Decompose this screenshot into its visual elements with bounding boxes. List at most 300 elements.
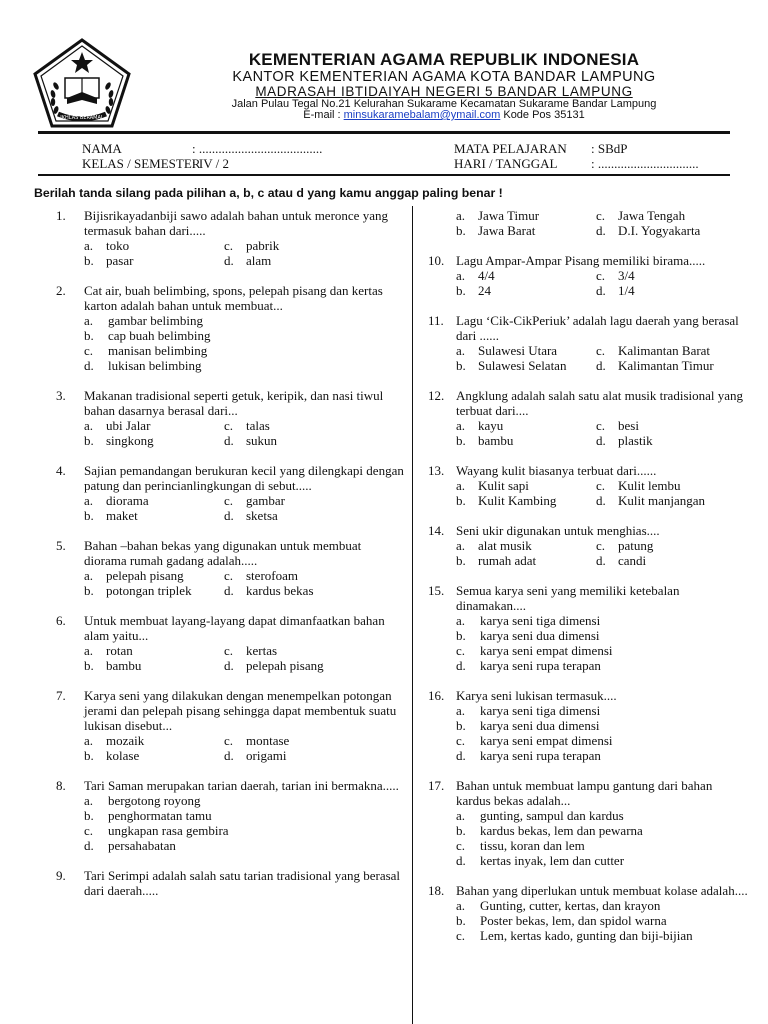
question-text: Semua karya seni yang memiliki ketebalan dinamakan....	[456, 583, 680, 613]
option-text: gambar	[246, 493, 285, 508]
answer-option[interactable]	[84, 583, 224, 598]
option-letter: a.	[456, 208, 466, 223]
option-letter: d.	[84, 838, 94, 853]
question-text: Bahan untuk membuat lampu gantung dari bahan kardus bekas adalah...	[456, 778, 713, 808]
school-address: Jalan Pulau Tegal No.21 Kelurahan Sukarame Kecamatan Sukarame Bandar Lampung	[231, 98, 657, 110]
option-letter: b.	[84, 808, 94, 823]
option-letter: d.	[596, 283, 606, 298]
answer-option[interactable]	[456, 658, 748, 673]
answer-option[interactable]	[456, 718, 748, 733]
option-letter: a.	[84, 568, 94, 583]
answer-option[interactable]	[456, 913, 748, 928]
option-letter: b.	[84, 748, 94, 763]
option-text: pasar	[106, 253, 134, 268]
option-letter: a.	[84, 313, 94, 328]
option-letter: c.	[596, 208, 606, 223]
question-number: 1.	[56, 208, 66, 223]
answer-option[interactable]	[456, 283, 596, 298]
option-letter: b.	[456, 628, 466, 643]
answer-option[interactable]	[456, 733, 748, 748]
answer-option[interactable]	[596, 538, 748, 553]
option-text: Poster bekas, lem, dan spidol warna	[480, 913, 667, 928]
option-text: mozaik	[106, 733, 145, 748]
answer-option[interactable]	[84, 493, 224, 508]
option-letter: c.	[84, 823, 94, 838]
question-item	[428, 463, 748, 508]
option-letter: d.	[224, 253, 234, 268]
option-text: Jawa Barat	[478, 223, 536, 238]
answer-option[interactable]	[456, 928, 748, 943]
question-number: 12.	[428, 388, 445, 403]
option-letter: b.	[84, 253, 94, 268]
option-letter: c.	[224, 493, 234, 508]
option-text: Sulawesi Utara	[478, 343, 558, 358]
option-text: 24	[478, 283, 491, 298]
question-number: 16.	[428, 688, 445, 703]
answer-option[interactable]	[84, 313, 406, 328]
option-text: D.I. Yogyakarta	[618, 223, 701, 238]
option-text: Jawa Tengah	[618, 208, 686, 223]
question-number: 14.	[428, 523, 445, 538]
question-number: 6.	[56, 613, 66, 628]
option-letter: a.	[456, 538, 466, 553]
option-letter: c.	[596, 418, 606, 433]
option-letter: b.	[456, 223, 466, 238]
answer-options	[84, 313, 406, 373]
option-text: bambu	[106, 658, 142, 673]
answer-option[interactable]	[456, 268, 596, 283]
option-letter: b.	[456, 823, 466, 838]
office-title: KANTOR KEMENTERIAN AGAMA KOTA BANDAR LAMPUNG	[232, 69, 656, 85]
option-text: rotan	[106, 643, 133, 658]
answer-option[interactable]	[596, 553, 748, 568]
option-letter: d.	[456, 748, 466, 763]
question-item	[56, 868, 406, 898]
answer-option[interactable]	[456, 823, 748, 838]
answer-option[interactable]	[456, 358, 596, 373]
answer-options	[84, 568, 406, 598]
answer-options	[456, 208, 748, 238]
option-letter: a.	[456, 898, 466, 913]
answer-option[interactable]	[224, 583, 406, 598]
question-number: 2.	[56, 283, 66, 298]
answer-option[interactable]	[84, 343, 406, 358]
option-text: candi	[618, 553, 647, 568]
answer-option[interactable]	[84, 808, 406, 823]
option-text: montase	[246, 733, 290, 748]
option-letter: b.	[456, 553, 466, 568]
question-text: Karya seni yang dilakukan dengan menempelkan potongan jerami dan pelepah pisang sehingga dapat membentuk suatu lukisan disebut...	[84, 688, 397, 733]
answer-option[interactable]	[224, 748, 406, 763]
option-text: alam	[246, 253, 272, 268]
answer-option[interactable]	[84, 658, 224, 673]
option-text: singkong	[106, 433, 154, 448]
answer-option[interactable]	[456, 808, 748, 823]
answer-option[interactable]	[84, 358, 406, 373]
question-text: Seni ukir digunakan untuk menghias....	[456, 523, 660, 538]
question-text: Karya seni lukisan termasuk....	[456, 688, 617, 703]
option-letter: b.	[84, 433, 94, 448]
column-divider	[412, 206, 413, 1024]
question-item	[428, 523, 748, 568]
question-number: 11.	[428, 313, 444, 328]
option-text: 4/4	[478, 268, 495, 283]
question-item	[428, 883, 748, 943]
option-letter: a.	[456, 418, 466, 433]
option-text: 3/4	[618, 268, 635, 283]
option-text: potongan triplek	[106, 583, 192, 598]
question-item	[56, 688, 406, 763]
student-name-field[interactable]: : ......................................	[192, 141, 323, 156]
question-number: 13.	[428, 463, 445, 478]
option-letter: a.	[456, 808, 466, 823]
answer-option[interactable]	[596, 493, 748, 508]
option-text: karya seni tiga dimensi	[480, 703, 601, 718]
option-text: maket	[106, 508, 138, 523]
answer-options	[84, 238, 406, 268]
option-text: Kalimantan Timur	[618, 358, 714, 373]
answer-options	[456, 703, 748, 763]
day-date-row: HARI / TANGGAL : ...............................	[454, 156, 699, 171]
answer-options	[456, 418, 748, 448]
question-number: 5.	[56, 538, 66, 553]
option-letter: c.	[456, 733, 466, 748]
answer-option[interactable]	[84, 418, 224, 433]
option-letter: c.	[224, 568, 234, 583]
option-text: lukisan belimbing	[108, 358, 202, 373]
question-text: Untuk membuat layang-layang dapat dimanfaatkan bahan alam yaitu...	[84, 613, 385, 643]
answer-options	[456, 538, 748, 568]
option-text: karya seni rupa terapan	[480, 748, 601, 763]
answer-option[interactable]	[224, 508, 406, 523]
question-text: Angklung adalah salah satu alat musik tradisional yang terbuat dari....	[456, 388, 744, 418]
option-letter: d.	[224, 433, 234, 448]
option-text: Lem, kertas kado, gunting dan biji-bijian	[480, 928, 693, 943]
option-text: 1/4	[618, 283, 635, 298]
option-text: bergotong royong	[108, 793, 201, 808]
answer-option[interactable]	[84, 433, 224, 448]
option-letter: c.	[596, 343, 606, 358]
answer-option[interactable]	[84, 823, 406, 838]
answer-option[interactable]	[84, 643, 224, 658]
option-letter: c.	[456, 838, 466, 853]
answer-option[interactable]	[84, 733, 224, 748]
question-number: 8.	[56, 778, 66, 793]
question-number: 18.	[428, 883, 445, 898]
answer-option[interactable]	[456, 838, 748, 853]
option-letter: a.	[456, 478, 466, 493]
answer-option[interactable]	[596, 418, 748, 433]
question-number: 10.	[428, 253, 445, 268]
option-text: toko	[106, 238, 130, 253]
question-text: Lagu Ampar-Ampar Pisang memiliki birama.....	[456, 253, 706, 268]
answer-option[interactable]	[456, 538, 596, 553]
option-text: origami	[246, 748, 287, 763]
option-text: rumah adat	[478, 553, 537, 568]
question-item	[56, 538, 406, 598]
option-text: bambu	[478, 433, 514, 448]
answer-option[interactable]	[456, 703, 748, 718]
option-text: sterofoam	[246, 568, 298, 583]
question-text: Lagu ‘Cik-CikPeriuk’ adalah lagu daerah yang berasal dari ......	[456, 313, 739, 343]
answer-options	[456, 898, 748, 943]
answer-option[interactable]	[456, 478, 596, 493]
option-text: besi	[618, 418, 639, 433]
option-text: karya seni rupa terapan	[480, 658, 601, 673]
answer-option[interactable]	[84, 793, 406, 808]
answer-option[interactable]	[224, 568, 406, 583]
option-text: plastik	[618, 433, 653, 448]
option-letter: d.	[456, 853, 466, 868]
option-letter: a.	[456, 268, 466, 283]
option-letter: c.	[224, 238, 234, 253]
answer-option[interactable]	[224, 238, 406, 253]
answer-option[interactable]	[224, 493, 406, 508]
option-text: Jawa Timur	[478, 208, 540, 223]
option-letter: b.	[84, 583, 94, 598]
answer-options	[84, 643, 406, 673]
option-text: sketsa	[246, 508, 278, 523]
option-text: alat musik	[478, 538, 532, 553]
option-text: karya seni empat dimensi	[480, 733, 613, 748]
answer-option[interactable]	[84, 748, 224, 763]
option-text: pelepah pisang	[246, 658, 324, 673]
question-text: Cat air, buah belimbing, spons, pelepah pisang dan kertas karton adalah bahan untuk membuat...	[84, 283, 383, 313]
option-letter: a.	[456, 343, 466, 358]
answer-option[interactable]	[596, 358, 748, 373]
question-number: 7.	[56, 688, 66, 703]
option-letter: a.	[84, 733, 94, 748]
option-text: Kulit sapi	[478, 478, 529, 493]
option-letter: d.	[596, 493, 606, 508]
option-text: diorama	[106, 493, 149, 508]
option-letter: d.	[84, 358, 94, 373]
option-letter: c.	[596, 478, 606, 493]
option-text: Gunting, cutter, kertas, dan krayon	[480, 898, 661, 913]
option-letter: d.	[596, 358, 606, 373]
question-item	[56, 283, 406, 373]
question-item	[56, 778, 406, 853]
option-text: sukun	[246, 433, 278, 448]
option-text: Kulit Kambing	[478, 493, 557, 508]
answer-option[interactable]	[456, 613, 748, 628]
answer-option[interactable]	[224, 418, 406, 433]
option-text: kolase	[106, 748, 140, 763]
question-text: Wayang kulit biasanya terbuat dari......	[456, 463, 657, 478]
option-letter: d.	[224, 748, 234, 763]
option-letter: a.	[84, 643, 94, 658]
question-item	[56, 463, 406, 523]
option-letter: d.	[596, 553, 606, 568]
answer-option[interactable]	[224, 643, 406, 658]
option-letter: a.	[84, 793, 94, 808]
answer-option[interactable]	[456, 433, 596, 448]
option-letter: b.	[456, 358, 466, 373]
option-letter: a.	[456, 613, 466, 628]
question-text: Bahan –bahan bekas yang digunakan untuk membuat diorama rumah gadang adalah.....	[84, 538, 362, 568]
answer-option[interactable]	[224, 658, 406, 673]
questions-right-column	[428, 208, 748, 958]
option-letter: c.	[596, 268, 606, 283]
option-letter: b.	[84, 658, 94, 673]
option-text: karya seni tiga dimensi	[480, 613, 601, 628]
question-number: 15.	[428, 583, 445, 598]
option-letter: c.	[224, 418, 234, 433]
instruction-text: Berilah tanda silang pada pilihan a, b, c atau d yang kamu anggap paling benar !	[34, 186, 503, 200]
answer-option[interactable]	[456, 553, 596, 568]
option-text: manisan belimbing	[108, 343, 208, 358]
answer-option[interactable]	[596, 478, 748, 493]
option-text: gunting, sampul dan kardus	[480, 808, 624, 823]
ministry-title: KEMENTERIAN AGAMA REPUBLIK INDONESIA	[248, 50, 640, 69]
option-text: Sulawesi Selatan	[478, 358, 567, 373]
option-text: Kulit manjangan	[618, 493, 706, 508]
question-text: Sajian pemandangan berukuran kecil yang dilengkapi dengan patung dan perincianlingkungan di sebut.....	[84, 463, 404, 493]
answer-option[interactable]	[224, 433, 406, 448]
question-number: 17.	[428, 778, 445, 793]
header-rule	[38, 131, 730, 134]
option-letter: c.	[456, 928, 466, 943]
question-text: Bijisrikayadanbiji sawo adalah bahan untuk meronce yang termasuk bahan dari.....	[84, 208, 388, 238]
day-date-field[interactable]: : ...............................	[591, 156, 699, 171]
question-item	[428, 688, 748, 763]
answer-option[interactable]	[84, 568, 224, 583]
question-text: Bahan yang diperlukan untuk membuat kolase adalah....	[456, 883, 748, 898]
option-text: Kulit lembu	[618, 478, 681, 493]
answer-option[interactable]	[456, 853, 748, 868]
answer-options	[456, 478, 748, 508]
question-text: Makanan tradisional seperti getuk, keripik, dan nasi tiwul bahan dasarnya berasal dari...	[84, 388, 384, 418]
option-letter: b.	[456, 718, 466, 733]
option-letter: b.	[84, 328, 94, 343]
option-text: kertas	[246, 643, 278, 658]
option-letter: c.	[596, 538, 606, 553]
answer-option[interactable]	[456, 418, 596, 433]
option-letter: c.	[224, 643, 234, 658]
option-letter: b.	[456, 283, 466, 298]
option-text: pelepah pisang	[106, 568, 184, 583]
option-text: karya seni dua dimensi	[480, 718, 600, 733]
question-number: 4.	[56, 463, 66, 478]
option-text: ubi Jalar	[106, 418, 151, 433]
contact-line: E-mail : minsukaramebalam@ymail.com Kode Pos 35131	[303, 109, 585, 121]
student-name-row: NAMA : ......................................	[82, 141, 323, 156]
option-letter: d.	[596, 433, 606, 448]
question-item	[428, 208, 748, 238]
question-item	[428, 388, 748, 448]
option-text: kertas inyak, lem dan cutter	[480, 853, 625, 868]
option-text: cap buah belimbing	[108, 328, 211, 343]
option-letter: a.	[84, 418, 94, 433]
svg-text:IKHLAS BERAMAL: IKHLAS BERAMAL	[60, 115, 104, 121]
answer-options	[84, 793, 406, 853]
option-letter: b.	[456, 913, 466, 928]
answer-option[interactable]	[224, 733, 406, 748]
question-item	[56, 613, 406, 673]
option-text: karya seni dua dimensi	[480, 628, 600, 643]
answer-option[interactable]	[596, 433, 748, 448]
answer-option[interactable]	[456, 898, 748, 913]
answer-option[interactable]	[84, 328, 406, 343]
option-text: penghormatan tamu	[108, 808, 212, 823]
option-text: kardus bekas	[246, 583, 314, 598]
identity-rule	[38, 174, 730, 176]
answer-options	[456, 808, 748, 868]
answer-option[interactable]	[596, 208, 748, 223]
answer-option[interactable]	[224, 253, 406, 268]
answer-options	[456, 613, 748, 673]
email-link[interactable]: minsukaramebalam@ymail.com	[343, 109, 501, 121]
option-text: Kalimantan Barat	[618, 343, 711, 358]
option-letter: d.	[224, 583, 234, 598]
option-letter: b.	[456, 433, 466, 448]
option-letter: d.	[224, 658, 234, 673]
answer-option[interactable]	[456, 643, 748, 658]
option-text: karya seni empat dimensi	[480, 643, 613, 658]
question-number: 3.	[56, 388, 66, 403]
option-text: patung	[618, 538, 654, 553]
questions-left-column	[56, 208, 406, 913]
ministry-emblem-icon	[32, 38, 132, 128]
option-letter: d.	[596, 223, 606, 238]
question-text: Tari Saman merupakan tarian daerah, tarian ini bermakna.....	[84, 778, 399, 793]
answer-option[interactable]	[596, 223, 748, 238]
option-letter: c.	[456, 643, 466, 658]
answer-option[interactable]	[456, 493, 596, 508]
subject-row: MATA PELAJARAN : SBdP	[454, 141, 628, 156]
option-text: talas	[246, 418, 270, 433]
question-item	[428, 583, 748, 673]
answer-option[interactable]	[84, 238, 224, 253]
answer-option[interactable]	[456, 628, 748, 643]
option-letter: d.	[224, 508, 234, 523]
option-letter: c.	[224, 733, 234, 748]
answer-options	[456, 268, 748, 298]
answer-option[interactable]	[456, 343, 596, 358]
answer-options	[84, 418, 406, 448]
option-text: kayu	[478, 418, 504, 433]
school-name: MADRASAH IBTIDAIYAH NEGERI 5 BANDAR LAMPUNG	[255, 84, 633, 99]
question-number: 9.	[56, 868, 66, 883]
option-text: tissu, koran dan lem	[480, 838, 585, 853]
option-letter: c.	[84, 343, 94, 358]
option-text: kardus bekas, lem dan pewarna	[480, 823, 643, 838]
answer-option[interactable]	[456, 748, 748, 763]
answer-option[interactable]	[84, 508, 224, 523]
answer-option[interactable]	[456, 208, 596, 223]
question-text: Tari Serimpi adalah salah satu tarian tradisional yang berasal dari daerah.....	[84, 868, 401, 898]
answer-option[interactable]	[596, 343, 748, 358]
option-text: gambar belimbing	[108, 313, 203, 328]
question-item	[428, 778, 748, 868]
question-item	[428, 313, 748, 373]
option-letter: a.	[456, 703, 466, 718]
option-text: pabrik	[246, 238, 280, 253]
option-letter: b.	[84, 508, 94, 523]
letterhead	[0, 0, 768, 132]
question-item	[428, 253, 748, 298]
answer-option[interactable]	[84, 253, 224, 268]
option-text: persahabatan	[108, 838, 176, 853]
option-text: ungkapan rasa gembira	[108, 823, 229, 838]
answer-option[interactable]	[596, 268, 748, 283]
answer-option[interactable]	[456, 223, 596, 238]
option-letter: a.	[84, 493, 94, 508]
answer-option[interactable]	[84, 838, 406, 853]
class-semester-row: KELAS / SEMESTER: IV / 2	[82, 156, 229, 171]
answer-option[interactable]	[596, 283, 748, 298]
answer-options	[456, 343, 748, 373]
